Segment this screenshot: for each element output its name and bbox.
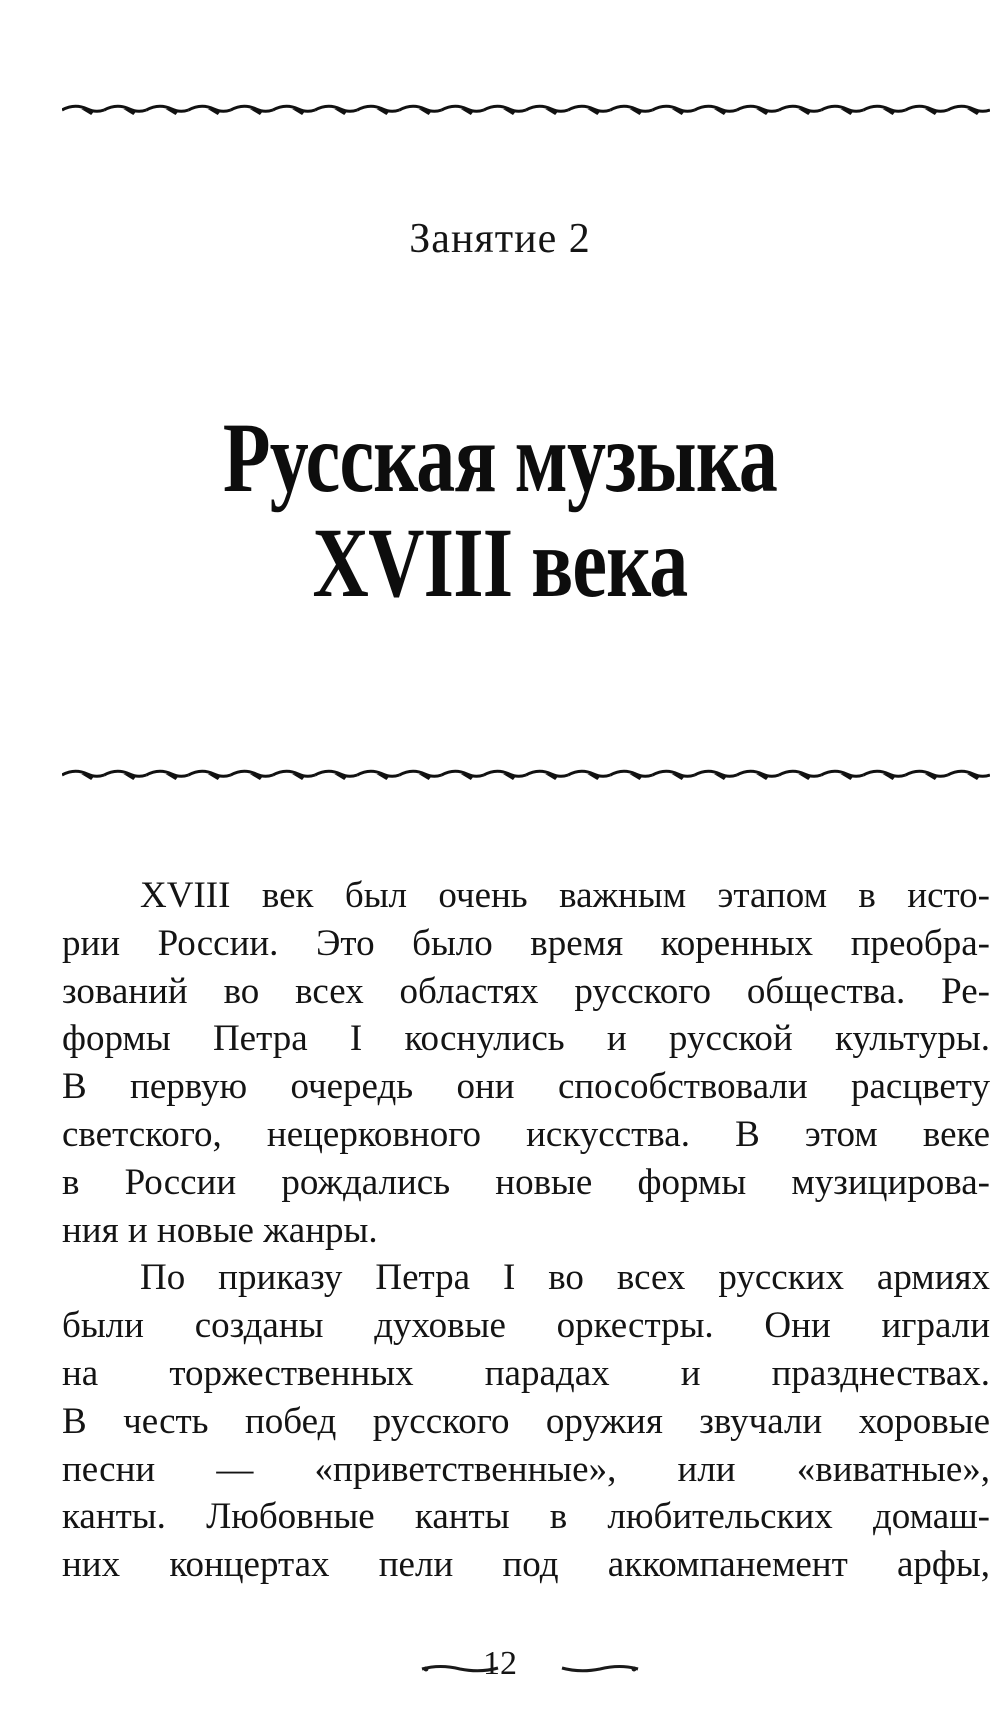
- text-line: В честь побед русского оружия звучали хоровые: [62, 1400, 990, 1442]
- bottom-ornament-divider: [62, 765, 990, 787]
- text-line: рии России. Это было время коренных преобра-: [62, 922, 990, 964]
- top-ornament-divider: [62, 100, 990, 122]
- text-line: песни — «приветственные», или «виватные»,: [62, 1448, 990, 1490]
- text-line: формы Петра I коснулись и русской культуры.: [62, 1018, 990, 1060]
- text-line: них концертах пели под аккомпанемент арфы,: [62, 1544, 990, 1586]
- text-line: ния и новые жанры.: [62, 1209, 378, 1251]
- text-line: В первую очередь они способствовали расцвету: [62, 1066, 990, 1108]
- text-line: XVIII век был очень важным этапом в исто-: [140, 875, 990, 916]
- page-number: 12: [483, 1645, 517, 1682]
- text-line: в России рождались новые формы музицирова-: [62, 1161, 990, 1203]
- text-line: По приказу Петра I во всех русских армиях: [140, 1257, 990, 1299]
- page-footer: [0, 1645, 1000, 1685]
- text-line: на торжественных парадах и празднествах.: [62, 1352, 990, 1394]
- chapter-title: [110, 402, 890, 618]
- body-text: [62, 872, 990, 1589]
- chapter-title-line-2: XVIII века: [312, 507, 688, 618]
- text-line: канты. Любовные канты в любительских домаш-: [62, 1496, 990, 1538]
- text-line: зований во всех областях русского общества. Ре-: [62, 970, 990, 1012]
- text-line: были созданы духовые оркестры. Они играли: [62, 1305, 990, 1347]
- lesson-label: Занятие 2: [409, 216, 591, 262]
- footer-ornament-right: [560, 1661, 640, 1675]
- text-line: светского, нецерковного искусства. В этом веке: [62, 1113, 990, 1155]
- chapter-title-line-1: Русская музыка: [222, 402, 778, 513]
